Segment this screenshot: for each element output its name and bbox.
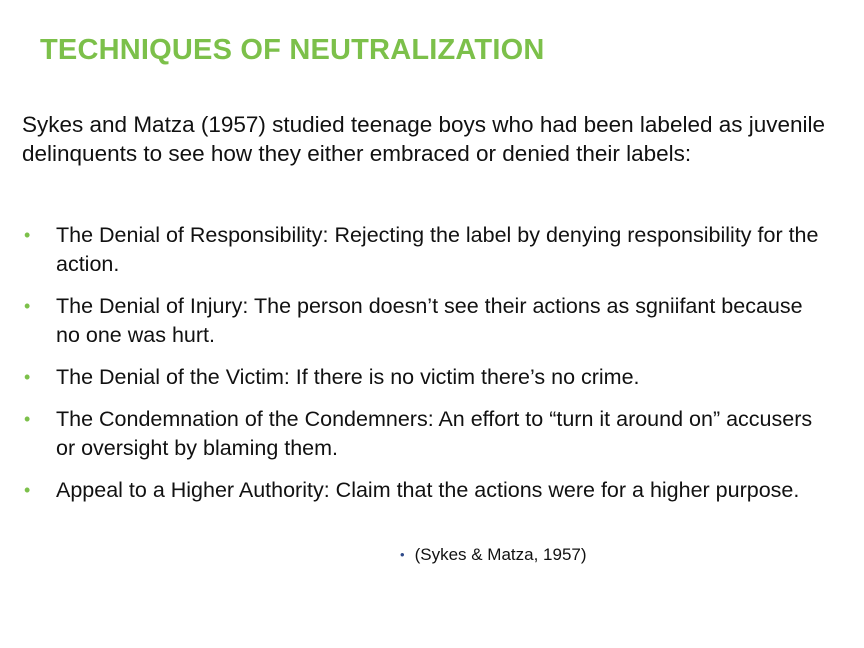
bullet-text: The Denial of the Victim: If there is no victim there’s no crime. [56, 365, 640, 389]
bullet-marker: • [24, 225, 31, 245]
citation-bullet-marker: • [400, 547, 405, 562]
bullet-item-denial-of-responsibility [22, 221, 822, 279]
bullet-item-denial-of-victim [22, 363, 822, 392]
bullet-marker: • [24, 296, 31, 316]
bullet-item-appeal-to-higher-authority [22, 476, 822, 505]
citation-text: (Sykes & Matza, 1957) [414, 545, 587, 564]
bullet-text: Appeal to a Higher Authority: Claim that the actions were for a higher purpose. [56, 478, 800, 502]
intro-paragraph: Sykes and Matza (1957) studied teenage boys who had been labeled as juvenile delinquents to see how they either embraced or denied their labels: [22, 112, 826, 166]
bullet-marker: • [24, 409, 31, 429]
bullet-marker: • [24, 480, 31, 500]
citation [400, 544, 587, 566]
bullet-item-denial-of-injury [22, 292, 822, 350]
bullet-text: The Condemnation of the Condemners: An effort to “turn it around on” accusers or oversight by blaming them. [56, 407, 813, 460]
bullet-marker: • [24, 367, 31, 387]
bullet-list [22, 221, 822, 518]
slide-title: TECHNIQUES OF NEUTRALIZATION [40, 34, 545, 66]
bullet-text: The Denial of Responsibility: Rejecting the label by denying responsibility for the action. [56, 223, 819, 276]
bullet-text: The Denial of Injury: The person doesn’t see their actions as sgniifant because no one was hurt. [56, 294, 803, 347]
bullet-item-condemnation-of-condemners [22, 405, 822, 463]
